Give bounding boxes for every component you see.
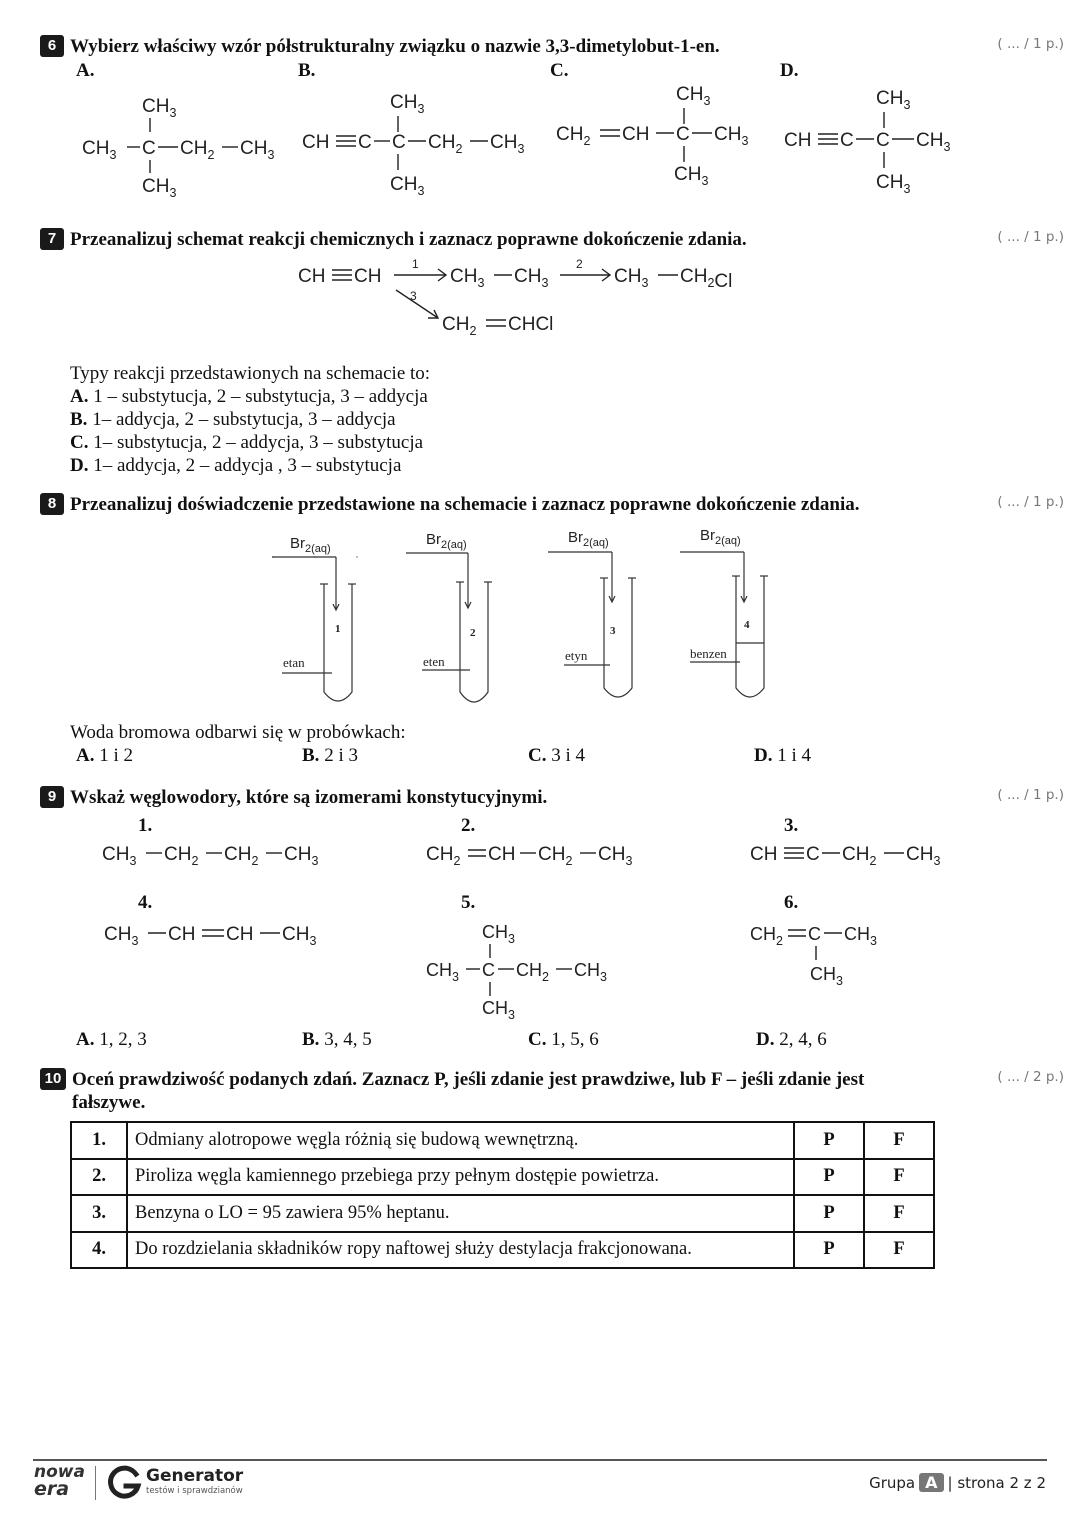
answer-text: 1– addycja, 2 – substytucja, 3 – addycja xyxy=(87,409,396,430)
answer-text: 1 i 2 xyxy=(94,745,134,766)
svg-text:CH2: $CH_2$ xyxy=(180,138,215,162)
answer-b[interactable] xyxy=(302,1029,372,1051)
answer-text: 1, 2, 3 xyxy=(94,1029,147,1050)
svg-text:CH3: $CH_3$ xyxy=(142,96,177,120)
svg-text:C: C xyxy=(808,924,821,944)
false-option[interactable]: F xyxy=(864,1195,934,1232)
row-number: 3. xyxy=(71,1195,127,1232)
svg-text:CH3: $CH_3$ xyxy=(426,960,459,984)
answer-d[interactable] xyxy=(70,454,430,477)
question-number: 10 xyxy=(40,1068,66,1090)
svg-text:C: C xyxy=(840,130,854,151)
question-10-header xyxy=(40,1068,920,1114)
svg-text:1: 1 xyxy=(412,257,419,271)
answer-letter: C. xyxy=(528,1029,547,1050)
test-tube-3 xyxy=(548,552,636,697)
compound-5-label: 5. xyxy=(461,892,476,913)
svg-text:CH3: $CH_3$ xyxy=(906,844,941,868)
tube-3-reagent: $Br_{2(aq)}$ xyxy=(568,529,609,549)
svg-text:C: C xyxy=(392,132,406,153)
true-option[interactable]: P xyxy=(794,1122,864,1159)
answer-text: 1– substytucja, 2 – addycja, 3 – substytucja xyxy=(88,432,424,453)
svg-text:CH: CH xyxy=(750,844,778,865)
svg-text:CH: CH xyxy=(226,924,254,945)
compound-6 xyxy=(750,924,877,988)
test-tubes-diagram xyxy=(0,520,1080,720)
compound-4 xyxy=(104,924,316,948)
false-option[interactable]: F xyxy=(864,1232,934,1269)
false-option[interactable]: F xyxy=(864,1159,934,1196)
page-indicator xyxy=(869,1473,1046,1492)
svg-text:CH3: $CH_3$ xyxy=(482,998,515,1022)
answer-d[interactable] xyxy=(754,745,811,767)
svg-text:CH3: $CH_3$ xyxy=(810,964,843,988)
statement-text: Odmiany alotropowe węgla różnią się budową wewnętrzną. xyxy=(127,1122,794,1159)
answer-b[interactable] xyxy=(302,745,358,767)
svg-text:CH2: $CH_2$ xyxy=(224,844,259,868)
group-badge: A xyxy=(919,1473,943,1492)
tube-2-label: eten xyxy=(423,654,445,669)
generator-logo-icon xyxy=(106,1464,144,1502)
structure-b xyxy=(302,92,524,198)
option-c-label: C. xyxy=(550,60,569,81)
svg-text:CH3: $CH_3$ xyxy=(390,92,425,116)
svg-text:CH2Cl: $CH_2Cl$ xyxy=(680,266,733,292)
question-number: 9 xyxy=(40,786,64,808)
svg-text:CH3: $CH_3$ xyxy=(102,844,137,868)
statement-text: Do rozdzielania składników ropy naftowej służy destylacja frakcjonowana. xyxy=(127,1232,794,1269)
answer-text: 2 i 3 xyxy=(319,745,358,766)
tube-3-label: etyn xyxy=(565,648,588,663)
answer-letter: B. xyxy=(70,409,88,430)
row-number: 4. xyxy=(71,1232,127,1269)
svg-text:CH2: $CH_2$ xyxy=(442,314,477,338)
true-option[interactable]: P xyxy=(794,1159,864,1196)
svg-text:CH3: $CH_3$ xyxy=(876,88,911,112)
svg-text:3: 3 xyxy=(410,289,417,303)
generator-title: Generator xyxy=(146,1466,244,1486)
question-title: Przeanalizuj doświadczenie przedstawione na schemacie i zaznacz poprawne dokończenie zdania. xyxy=(70,494,860,515)
svg-text:CH3: $CH_3$ xyxy=(674,164,709,188)
compound-5 xyxy=(426,922,607,1022)
svg-text:2: 2 xyxy=(576,257,583,271)
compound-3-label: 3. xyxy=(784,815,799,836)
svg-text:C: C xyxy=(806,844,820,865)
structure-c xyxy=(556,84,748,188)
svg-text:CH2: $CH_2$ xyxy=(750,924,783,948)
svg-text:CH3: $CH_3$ xyxy=(490,132,525,156)
answer-letter: D. xyxy=(756,1029,775,1050)
answer-letter: D. xyxy=(754,745,773,766)
compound-2 xyxy=(426,844,632,868)
answer-c[interactable] xyxy=(528,1029,599,1051)
svg-text:CH3: $CH_3$ xyxy=(714,124,749,148)
svg-text:CH: CH xyxy=(488,844,516,865)
svg-text:C: C xyxy=(876,130,890,151)
structure-d xyxy=(784,88,950,196)
answer-letter: A. xyxy=(76,1029,95,1050)
answer-letter: B. xyxy=(302,1029,320,1050)
svg-text:CH3: $CH_3$ xyxy=(240,138,275,162)
answer-letter: D. xyxy=(70,455,89,476)
svg-text:CHCl: CHCl xyxy=(508,314,554,335)
answer-c[interactable] xyxy=(70,431,430,454)
table-row xyxy=(71,1195,934,1232)
test-tube-2 xyxy=(406,553,492,702)
q9-structures xyxy=(0,830,1080,1030)
logo-text-top: nowa xyxy=(34,1462,85,1482)
question-7-header xyxy=(40,228,747,251)
answer-text: 3, 4, 5 xyxy=(319,1029,372,1050)
q6-structures xyxy=(0,80,1080,205)
question-number: 7 xyxy=(40,228,64,250)
svg-text:CH: CH xyxy=(622,124,650,145)
svg-text:C: C xyxy=(142,138,156,159)
tube-4-number: 4 xyxy=(744,619,750,631)
svg-text:CH3: $CH_3$ xyxy=(482,922,515,946)
answer-a[interactable] xyxy=(76,745,133,767)
true-false-table xyxy=(70,1121,935,1269)
svg-text:CH2: $CH_2$ xyxy=(428,132,463,156)
tube-1-label: etan xyxy=(283,655,305,670)
tube-3-number: 3 xyxy=(610,625,616,637)
svg-text:CH3: $CH_3$ xyxy=(844,924,877,948)
svg-text:CH3: $CH_3$ xyxy=(450,266,485,290)
answer-text: 1 – substytucja, 2 – substytucja, 3 – addycja xyxy=(88,386,428,407)
svg-text:CH2: $CH_2$ xyxy=(538,844,573,868)
footer-divider xyxy=(33,1459,1047,1461)
svg-text:CH3: $CH_3$ xyxy=(514,266,549,290)
answer-text: 2, 4, 6 xyxy=(774,1029,827,1050)
compound-1-label: 1. xyxy=(138,815,153,836)
question-title: Wskaż węglowodory, które są izomerami konstytucyjnymi. xyxy=(70,787,548,808)
generator-subtitle: testów i sprawdzianów xyxy=(146,1486,243,1496)
q7-answers xyxy=(70,362,430,477)
points-box: ( ... / 1 p.) xyxy=(997,36,1064,52)
row-number: 1. xyxy=(71,1122,127,1159)
table-row xyxy=(71,1122,934,1159)
question-title: Przeanalizuj schemat reakcji chemicznych i zaznacz poprawne dokończenie zdania. xyxy=(70,229,747,250)
true-option[interactable]: P xyxy=(794,1195,864,1232)
answer-letter: A. xyxy=(76,745,95,766)
svg-text:CH2: $CH_2$ xyxy=(516,960,549,984)
q7-intro: Typy reakcji przedstawionych na schemacie to: xyxy=(70,363,431,384)
svg-text:CH2: $CH_2$ xyxy=(426,844,461,868)
answer-text: 1, 5, 6 xyxy=(546,1029,599,1050)
question-title: Oceń prawdziwość podanych zdań. Zaznacz P, jeśli zdanie jest prawdziwe, lub F – jeśli zdanie jest fałszywe. xyxy=(72,1069,865,1113)
statement-text: Piroliza węgla kamiennego przebiega przy pełnym dostępie powietrza. xyxy=(127,1159,794,1196)
compound-6-label: 6. xyxy=(784,892,799,913)
question-9-header xyxy=(40,786,547,809)
svg-text:CH: CH xyxy=(784,130,812,151)
svg-text:CH3: $CH_3$ xyxy=(916,130,951,154)
true-option[interactable]: P xyxy=(794,1232,864,1269)
svg-text:CH: CH xyxy=(298,266,326,287)
svg-text:CH3: $CH_3$ xyxy=(614,266,649,290)
question-title: Wybierz właściwy wzór półstrukturalny związku o nazwie 3,3-dimetylobut-1-en. xyxy=(70,36,720,57)
answer-text: 3 i 4 xyxy=(546,745,586,766)
points-box: ( ... / 1 p.) xyxy=(997,787,1064,803)
points-box: ( ... / 1 p.) xyxy=(997,229,1064,245)
svg-text:CH3: $CH_3$ xyxy=(82,138,117,162)
answer-text: 1 i 4 xyxy=(772,745,812,766)
svg-text:CH3: $CH_3$ xyxy=(676,84,711,108)
page-number: | strona 2 z 2 xyxy=(947,1473,1046,1492)
test-tube-4 xyxy=(680,552,768,697)
svg-text:CH: CH xyxy=(302,132,330,153)
tube-4-label: benzen xyxy=(690,646,727,661)
answer-a[interactable] xyxy=(70,385,430,408)
row-number: 2. xyxy=(71,1159,127,1196)
svg-text:CH3: $CH_3$ xyxy=(104,924,139,948)
statement-text: Benzyna o LO = 95 zawiera 95% heptanu. xyxy=(127,1195,794,1232)
compound-1 xyxy=(102,844,318,868)
answer-letter: B. xyxy=(302,745,320,766)
logo-text-bottom: era xyxy=(34,1478,70,1500)
points-box: ( ... / 2 p.) xyxy=(997,1069,1064,1085)
nowa-era-logo xyxy=(34,1464,85,1498)
compound-4-label: 4. xyxy=(138,892,153,913)
answer-letter: C. xyxy=(528,745,547,766)
reaction-scheme xyxy=(0,250,1080,340)
svg-text:C: C xyxy=(676,124,690,145)
compound-3 xyxy=(750,844,940,868)
svg-text:CH: CH xyxy=(354,266,382,287)
test-tube-1 xyxy=(272,557,368,701)
question-6-header xyxy=(40,35,720,58)
svg-text:CH2: $CH_2$ xyxy=(842,844,877,868)
svg-text:CH2: $CH_2$ xyxy=(164,844,199,868)
tube-2-reagent: $Br_{2(aq)}$ xyxy=(426,531,467,551)
option-b-label: B. xyxy=(298,60,316,81)
svg-text:CH3: $CH_3$ xyxy=(390,174,425,198)
question-number: 6 xyxy=(40,35,64,57)
svg-text:CH2: $CH_2$ xyxy=(556,124,591,148)
logo-separator xyxy=(95,1466,96,1500)
svg-text:C: C xyxy=(482,960,495,980)
false-option[interactable]: F xyxy=(864,1122,934,1159)
answer-d[interactable] xyxy=(756,1029,827,1051)
tube-2-number: 2 xyxy=(470,627,476,639)
table-row xyxy=(71,1159,934,1196)
group-label: Grupa xyxy=(869,1473,916,1492)
answer-b[interactable] xyxy=(70,408,430,431)
points-box: ( ... / 1 p.) xyxy=(997,494,1064,510)
answer-letter: A. xyxy=(70,386,89,407)
answer-c[interactable] xyxy=(528,745,585,767)
question-8-header xyxy=(40,493,859,516)
structure-a xyxy=(82,96,274,200)
question-number: 8 xyxy=(40,493,64,515)
tube-1-reagent: $Br_{2(aq)}$ xyxy=(290,535,331,555)
svg-text:CH3: $CH_3$ xyxy=(598,844,633,868)
compound-2-label: 2. xyxy=(461,815,476,836)
svg-text:CH3: $CH_3$ xyxy=(876,172,911,196)
option-a-label: A. xyxy=(76,60,95,81)
svg-text:CH3: $CH_3$ xyxy=(284,844,319,868)
tube-4-reagent: $Br_{2(aq)}$ xyxy=(700,527,741,547)
q8-stem: Woda bromowa odbarwi się w probówkach: xyxy=(70,722,406,743)
svg-text:CH3: $CH_3$ xyxy=(574,960,607,984)
answer-a[interactable] xyxy=(76,1029,147,1051)
svg-text:CH3: $CH_3$ xyxy=(282,924,317,948)
svg-text:CH: CH xyxy=(168,924,196,945)
svg-text:C: C xyxy=(358,132,372,153)
option-d-label: D. xyxy=(780,60,799,81)
tube-1-number: 1 xyxy=(335,623,341,635)
svg-text:CH3: $CH_3$ xyxy=(142,176,177,200)
answer-text: 1– addycja, 2 – addycja , 3 – substytucja xyxy=(88,455,402,476)
table-row xyxy=(71,1232,934,1269)
answer-letter: C. xyxy=(70,432,89,453)
